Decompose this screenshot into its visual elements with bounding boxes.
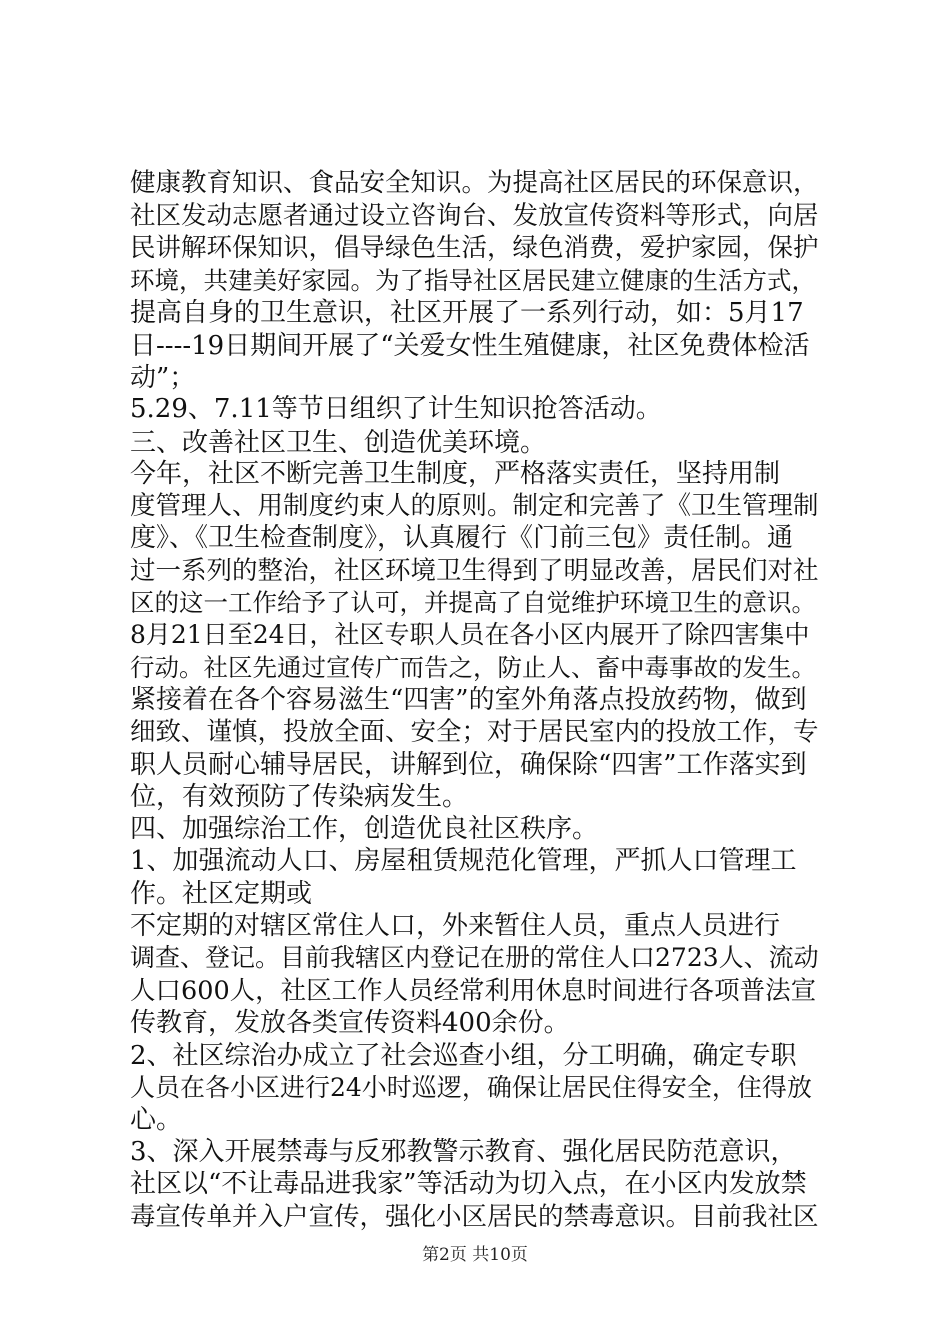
text-line: 健康教育知识、食品安全知识。为提高社区居民的环保意识， [130, 168, 819, 198]
text-line: 度管理人、用制度约束人的原则。制定和完善了《卫生管理制 [130, 491, 819, 521]
text-line: 区的这一工作给予了认可，并提高了自觉维护环境卫生的意识。 [130, 588, 816, 617]
text-line: 三、改善社区卫生、创造优美环境。 [130, 428, 547, 458]
text-line: 社区以“不让毒品进我家”等活动为切入点，在小区内发放禁 [130, 1169, 807, 1199]
text-line: 传教育，发放各类宣传资料400余份。 [130, 1008, 570, 1038]
text-line: 作。社区定期或 [130, 879, 313, 909]
text-line: 社区发动志愿者通过设立咨询台、发放宣传资料等形式，向居 [130, 201, 819, 231]
text-line: 3、深入开展禁毒与反邪教警示教育、强化居民防范意识， [130, 1137, 797, 1167]
text-line: 2、社区综治办成立了社会巡查小组，分工明确，确定专职 [130, 1041, 797, 1071]
text-line: 职人员耐心辅导居民，讲解到位，确保除“四害”工作落实到 [130, 750, 807, 780]
text-line: 今年，社区不断完善卫生制度，严格落实责任，坚持用制 [130, 459, 781, 489]
text-line: 不定期的对辖区常住人口，外来暂住人员，重点人员进行 [130, 911, 781, 941]
text-line: 环境，共建美好家园。为了指导社区居民建立健康的生活方式， [130, 266, 816, 295]
text-line: 过一系列的整治，社区环境卫生得到了明显改善，居民们对社 [130, 556, 819, 586]
text-line: 动”； [130, 363, 196, 393]
text-line: 8月21日至24日，社区专职人员在各小区内展开了除四害集中 [130, 620, 810, 649]
text-line: 毒宣传单并入户宣传，强化小区居民的禁毒意识。目前我社区 [130, 1202, 819, 1232]
text-line: 提高自身的卫生意识，社区开展了一系列行动，如：5月17 [130, 298, 804, 328]
text-line: 日----19日期间开展了“关爱女性生殖健康，社区免费体检活 [130, 331, 810, 361]
page-footer: 第2页 共10页 [422, 1245, 528, 1265]
text-line: 紧接着在各个容易滋生“四害”的室外角落点投放药物，做到 [130, 685, 807, 715]
text-line: 心。 [130, 1105, 183, 1135]
text-line: 民讲解环保知识，倡导绿色生活，绿色消费，爱护家园，保护 [130, 233, 819, 263]
text-line: 度》、《卫生检查制度》，认真履行《门前三包》责任制。通 [130, 523, 794, 553]
text-line: 5.29、7.11等节日组织了计生知识抢答活动。 [130, 394, 662, 424]
text-line: 调查、登记。目前我辖区内登记在册的常住人口2723人、流动 [130, 943, 819, 972]
text-line: 位，有效预防了传染病发生。 [130, 782, 469, 812]
text-line: 1、加强流动人口、房屋租赁规范化管理，严抓人口管理工 [130, 846, 797, 876]
text-line: 细致、谨慎，投放全面、安全；对于居民室内的投放工作，专 [130, 717, 819, 747]
text-line: 人员在各小区进行24小时巡逻，确保让居民住得安全，住得放 [130, 1073, 812, 1102]
text-line: 行动。社区先通过宣传广而告之，防止人、畜中毒事故的发生。 [130, 653, 816, 682]
text-line: 人口600人，社区工作人员经常利用休息时间进行各项普法宣 [130, 976, 817, 1006]
text-line: 四、加强综治工作，创造优良社区秩序。 [130, 814, 599, 844]
